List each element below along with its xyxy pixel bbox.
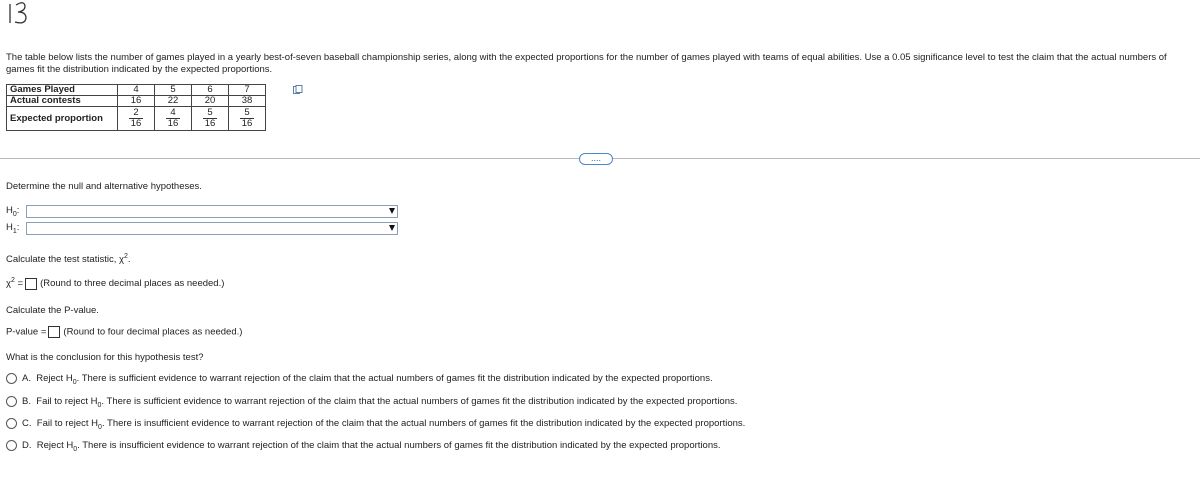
table-cell	[118, 107, 155, 131]
row-label-expected: Expected proportion	[7, 107, 118, 131]
radio-icon[interactable]	[6, 396, 17, 407]
fraction: $\frac{4}{16}$	[167, 107, 179, 129]
fraction: $\frac{5}{16}$	[241, 107, 253, 129]
table-cell: 4	[118, 85, 155, 96]
statistic-answer-row: $\chi^2$ = (Round to three decimal places as needed.)	[6, 277, 225, 290]
option-a[interactable]: A. Reject $H_0$. There is sufficient evidence to warrant rejection of the claim that the actual numbers of games fit the distribution indicated by the expected proportions.	[6, 373, 1196, 385]
table-cell: 6	[192, 85, 229, 96]
handwritten-problem-number	[6, 0, 40, 26]
table-cell	[192, 107, 229, 131]
row-label-games: Games Played	[7, 85, 118, 96]
copy-table-icon[interactable]	[293, 85, 303, 95]
row-label-actual: Actual contests	[7, 96, 118, 107]
pvalue-input[interactable]	[48, 326, 60, 338]
fraction: $\frac{2}{16}$	[130, 107, 142, 129]
hypotheses-prompt: Determine the null and alternative hypotheses.	[6, 181, 202, 192]
option-b[interactable]: B. Fail to reject $H_0$. There is sufficient evidence to warrant rejection of the claim that the actual numbers of games fit the distribution indicated by the expected proportions.	[6, 396, 1196, 408]
table-cell: 38	[229, 96, 266, 107]
games-table	[6, 84, 266, 131]
table-cell: 22	[155, 96, 192, 107]
option-d[interactable]: D. Reject $H_0$. There is insufficient evidence to warrant rejection of the claim that the actual numbers of games fit the distribution indicated by the expected proportions.	[6, 440, 1196, 452]
problem-statement: The table below lists the number of games played in a yearly best-of-seven baseball championship series, along with the expected proportions for the number of games played with teams of equal abilities. Use a 0.05 significance level to test the claim that the actual numbers of games fit the distribution indicated by the expected proportions.	[6, 52, 1167, 75]
table-cell	[229, 107, 266, 131]
table-cell: 7	[229, 85, 266, 96]
radio-icon[interactable]	[6, 418, 17, 429]
table-row	[7, 85, 266, 96]
pvalue-label: P-value =	[6, 326, 47, 338]
option-c[interactable]: C. Fail to reject $H_0$. There is insufficient evidence to warrant rejection of the claim that the actual numbers of games fit the distribution indicated by the expected proportions.	[6, 418, 1196, 430]
h0-label: $H_0$:	[6, 205, 20, 218]
table-cell: 16	[118, 96, 155, 107]
h0-row	[6, 205, 397, 217]
radio-icon[interactable]	[6, 440, 17, 451]
statistic-hint: (Round to three decimal places as needed.)	[40, 278, 225, 290]
fraction: $\frac{5}{16}$	[204, 107, 216, 129]
h1-dropdown[interactable]	[26, 222, 398, 235]
pvalue-prompt: Calculate the P-value.	[6, 305, 99, 316]
table-cell	[155, 107, 192, 131]
chi-square-input[interactable]	[25, 278, 37, 290]
conclusion-prompt: What is the conclusion for this hypothesis test?	[6, 352, 204, 363]
radio-icon[interactable]	[6, 373, 17, 384]
h1-label: $H_1$:	[6, 222, 20, 235]
chevron-down-icon[interactable]	[389, 225, 395, 231]
table-row	[7, 107, 266, 131]
more-button[interactable]: ....	[579, 153, 613, 165]
table-cell: 5	[155, 85, 192, 96]
pvalue-hint: (Round to four decimal places as needed.)	[63, 326, 243, 338]
statistic-prompt: Calculate the test statistic, $\chi^2$.	[6, 253, 131, 266]
h0-dropdown[interactable]	[26, 205, 398, 218]
table-cell: 20	[192, 96, 229, 107]
pvalue-answer-row	[6, 326, 242, 338]
chevron-down-icon[interactable]	[389, 208, 395, 214]
h1-row	[6, 222, 397, 234]
table-row	[7, 96, 266, 107]
